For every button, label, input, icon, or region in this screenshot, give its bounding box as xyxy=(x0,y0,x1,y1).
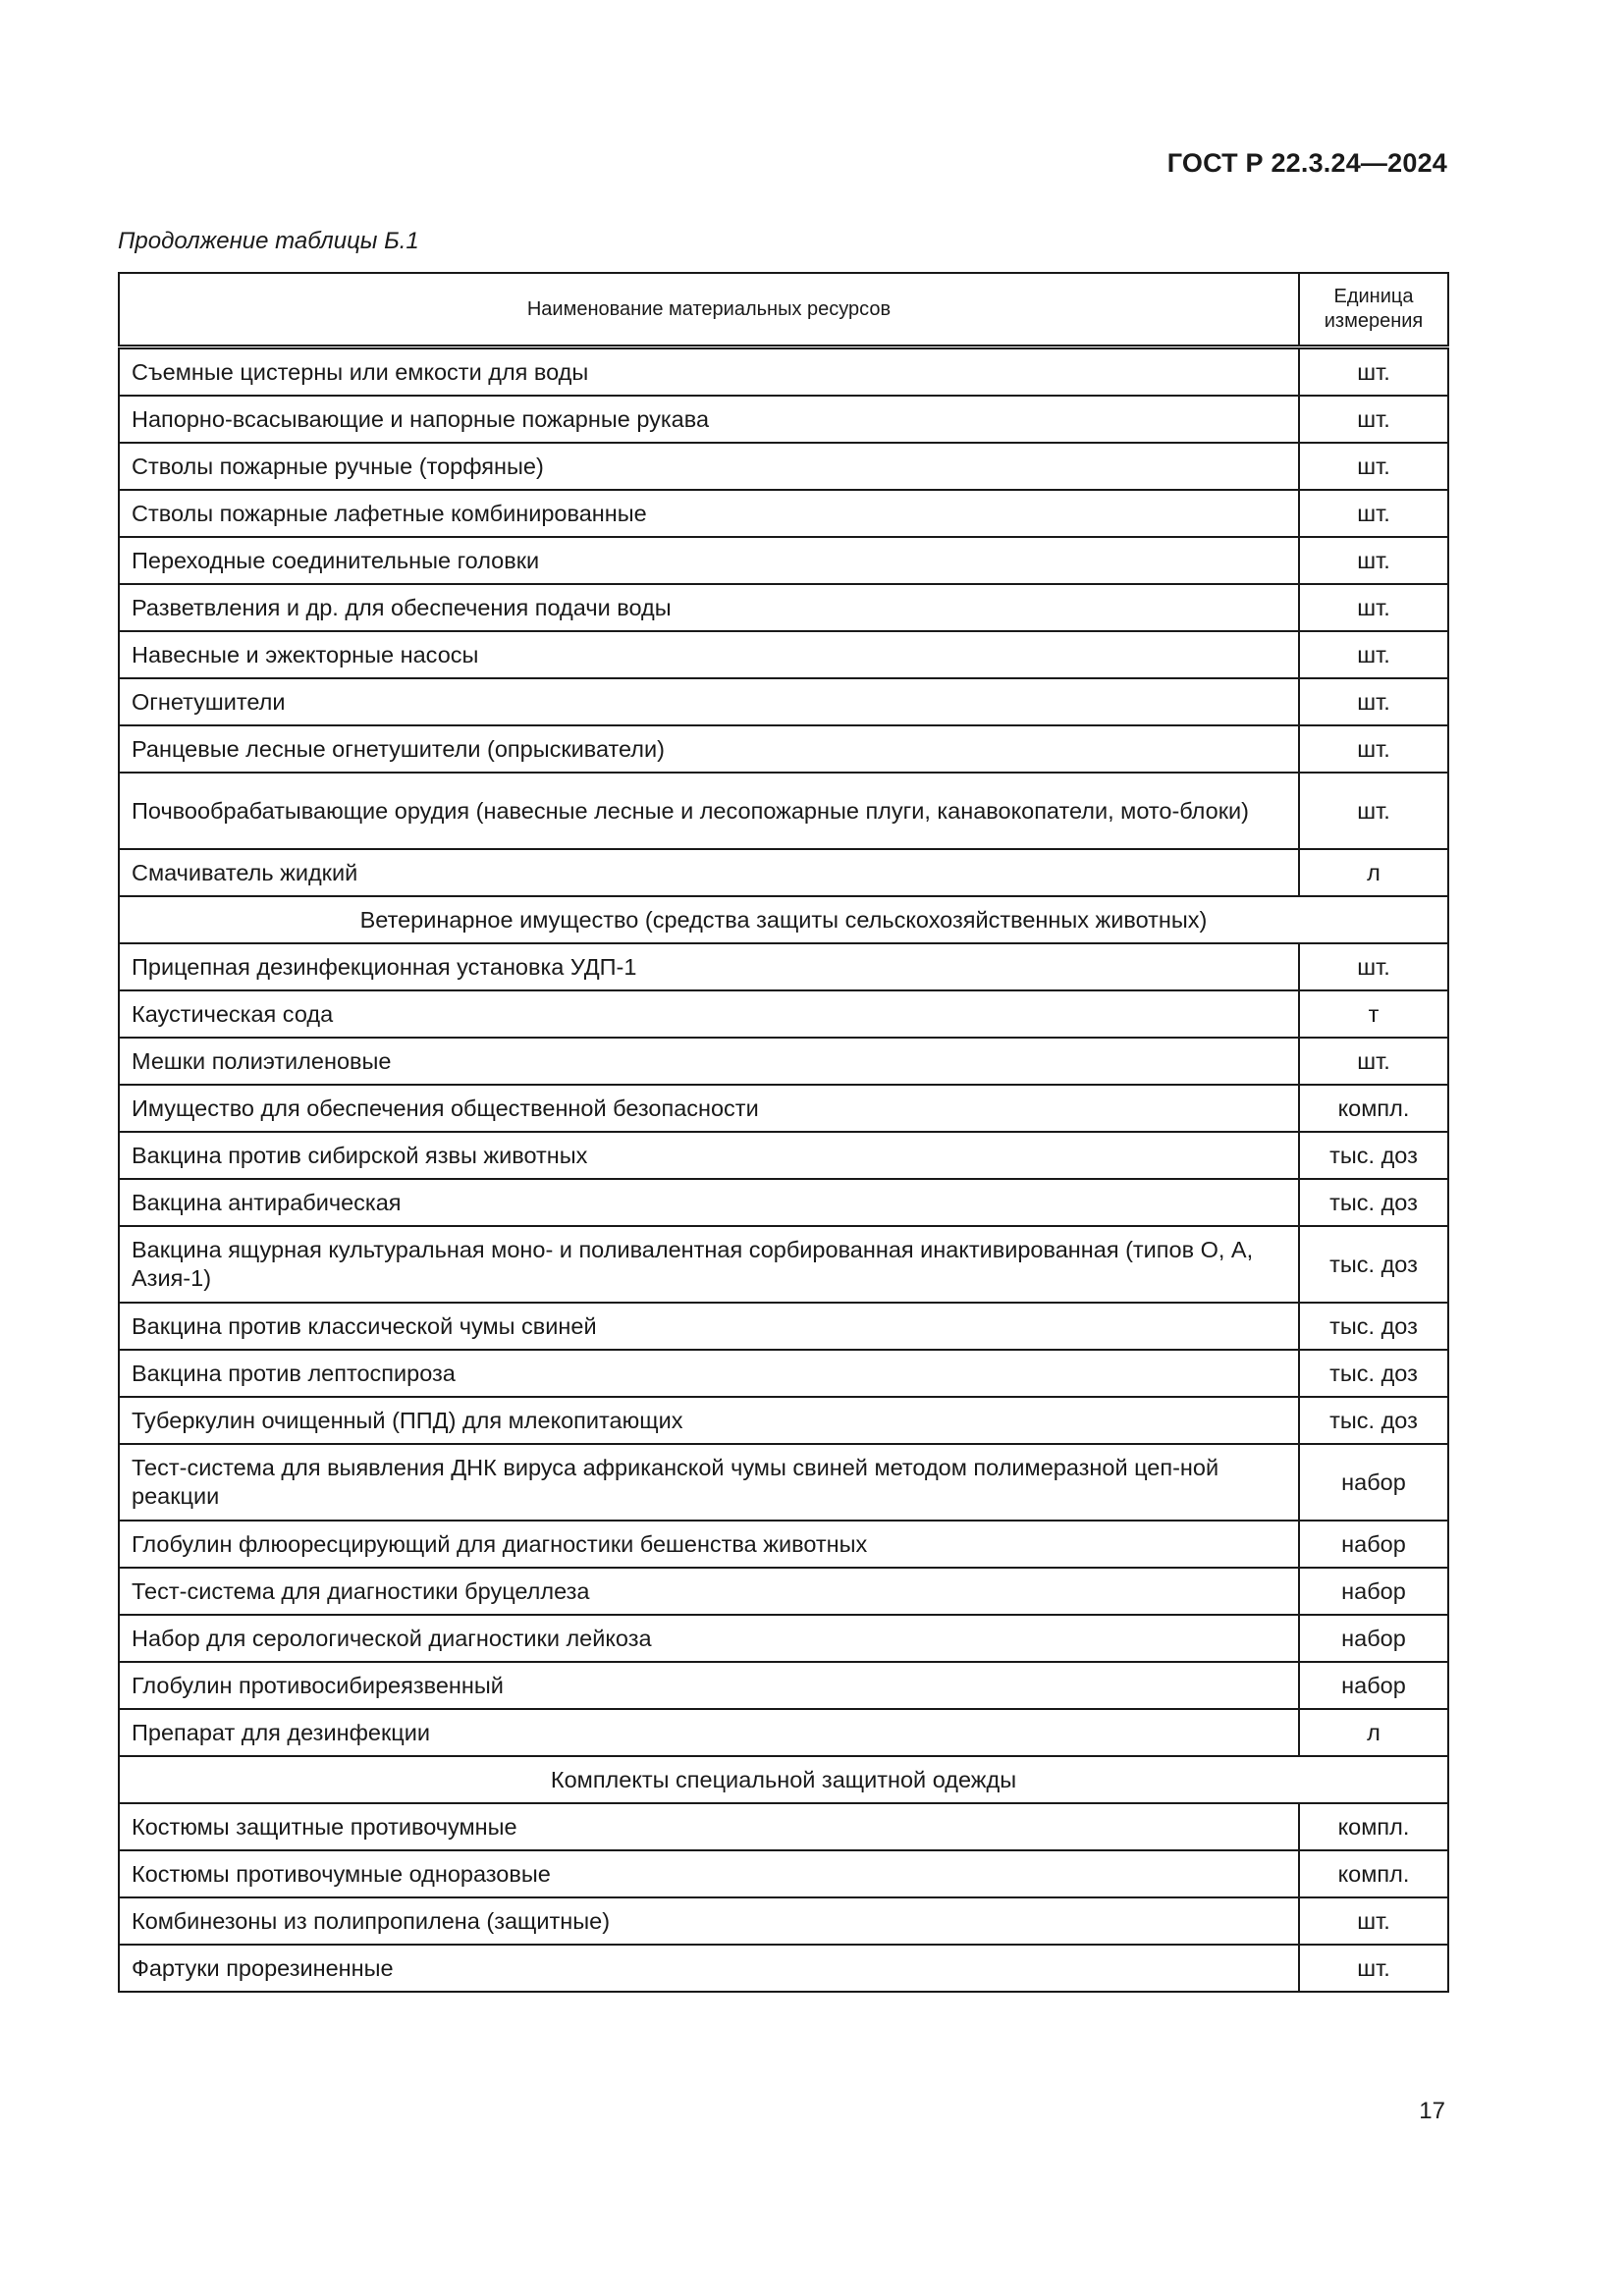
resource-name: Почвообрабатывающие орудия (навесные лесные и лесопожарные плуги, канавокопатели, мото-блоки) xyxy=(119,773,1299,849)
section-heading: Комплекты специальной защитной одежды xyxy=(119,1756,1448,1803)
resource-name: Разветвления и др. для обеспечения подачи воды xyxy=(119,584,1299,631)
table-row xyxy=(119,773,1448,849)
unit-of-measure: набор xyxy=(1299,1521,1448,1568)
table-row xyxy=(119,1709,1448,1756)
page-number: 17 xyxy=(1419,2098,1445,2124)
table-row xyxy=(119,1521,1448,1568)
unit-of-measure: шт. xyxy=(1299,631,1448,678)
table-row xyxy=(119,443,1448,490)
table-row xyxy=(119,1945,1448,1992)
unit-of-measure: шт. xyxy=(1299,1897,1448,1945)
resource-name: Переходные соединительные головки xyxy=(119,537,1299,584)
resource-name: Каустическая сода xyxy=(119,990,1299,1038)
table-row xyxy=(119,725,1448,773)
column-header-name: Наименование материальных ресурсов xyxy=(119,273,1299,347)
table-row xyxy=(119,1615,1448,1662)
table-row xyxy=(119,1085,1448,1132)
unit-of-measure: шт. xyxy=(1299,396,1448,443)
unit-of-measure: компл. xyxy=(1299,1850,1448,1897)
table-row xyxy=(119,678,1448,725)
table-row xyxy=(119,584,1448,631)
table-row xyxy=(119,1803,1448,1850)
resource-name: Имущество для обеспечения общественной безопасности xyxy=(119,1085,1299,1132)
resource-name: Комбинезоны из полипропилена (защитные) xyxy=(119,1897,1299,1945)
unit-of-measure: т xyxy=(1299,990,1448,1038)
resource-name: Вакцина ящурная культуральная моно- и поливалентная сорбированная инактивированная (типов О, А, Азия-1) xyxy=(119,1226,1299,1303)
resource-name: Стволы пожарные ручные (торфяные) xyxy=(119,443,1299,490)
unit-of-measure: шт. xyxy=(1299,943,1448,990)
unit-of-measure: тыс. доз xyxy=(1299,1132,1448,1179)
unit-of-measure: л xyxy=(1299,849,1448,896)
table-row xyxy=(119,537,1448,584)
unit-of-measure: тыс. доз xyxy=(1299,1350,1448,1397)
table-row xyxy=(119,1397,1448,1444)
materials-table xyxy=(118,272,1449,1993)
unit-of-measure: шт. xyxy=(1299,725,1448,773)
table-caption: Продолжение таблицы Б.1 xyxy=(118,228,419,254)
resource-name: Фартуки прорезиненные xyxy=(119,1945,1299,1992)
resource-name: Ранцевые лесные огнетушители (опрыскиватели) xyxy=(119,725,1299,773)
unit-of-measure: шт. xyxy=(1299,537,1448,584)
unit-of-measure: тыс. доз xyxy=(1299,1226,1448,1303)
unit-of-measure: компл. xyxy=(1299,1803,1448,1850)
resource-name: Глобулин противосибиреязвенный xyxy=(119,1662,1299,1709)
table-row xyxy=(119,1662,1448,1709)
resource-name: Навесные и эжекторные насосы xyxy=(119,631,1299,678)
resource-name: Огнетушители xyxy=(119,678,1299,725)
table-row xyxy=(119,1226,1448,1303)
resource-name: Тест-система для выявления ДНК вируса африканской чумы свиней методом полимеразной цеп-ной реакции xyxy=(119,1444,1299,1521)
unit-of-measure: набор xyxy=(1299,1662,1448,1709)
resource-name: Вакцина антирабическая xyxy=(119,1179,1299,1226)
table-row xyxy=(119,1179,1448,1226)
resource-name: Глобулин флюоресцирующий для диагностики бешенства животных xyxy=(119,1521,1299,1568)
section-row xyxy=(119,1756,1448,1803)
table-row xyxy=(119,990,1448,1038)
table-row xyxy=(119,1850,1448,1897)
resource-name: Прицепная дезинфекционная установка УДП-1 xyxy=(119,943,1299,990)
resource-name: Смачиватель жидкий xyxy=(119,849,1299,896)
column-header-unit: Единица измерения xyxy=(1299,273,1448,347)
unit-of-measure: л xyxy=(1299,1709,1448,1756)
unit-of-measure: набор xyxy=(1299,1615,1448,1662)
resource-name: Съемные цистерны или емкости для воды xyxy=(119,347,1299,397)
resource-name: Стволы пожарные лафетные комбинированные xyxy=(119,490,1299,537)
table-row xyxy=(119,943,1448,990)
table-row xyxy=(119,1303,1448,1350)
resource-name: Препарат для дезинфекции xyxy=(119,1709,1299,1756)
unit-of-measure: тыс. доз xyxy=(1299,1179,1448,1226)
table-row xyxy=(119,1568,1448,1615)
unit-of-measure: тыс. доз xyxy=(1299,1303,1448,1350)
unit-of-measure: шт. xyxy=(1299,490,1448,537)
resource-name: Костюмы защитные противочумные xyxy=(119,1803,1299,1850)
unit-of-measure: набор xyxy=(1299,1568,1448,1615)
table-row xyxy=(119,849,1448,896)
table-header-row xyxy=(119,273,1448,347)
unit-of-measure: шт. xyxy=(1299,1038,1448,1085)
resource-name: Вакцина против классической чумы свиней xyxy=(119,1303,1299,1350)
table-body xyxy=(119,347,1448,1993)
resource-name: Мешки полиэтиленовые xyxy=(119,1038,1299,1085)
resource-name: Набор для серологической диагностики лейкоза xyxy=(119,1615,1299,1662)
unit-of-measure: набор xyxy=(1299,1444,1448,1521)
unit-of-measure: шт. xyxy=(1299,1945,1448,1992)
unit-of-measure: шт. xyxy=(1299,443,1448,490)
table-row xyxy=(119,347,1448,397)
table-row xyxy=(119,396,1448,443)
table-row xyxy=(119,1897,1448,1945)
resource-name: Вакцина против лептоспироза xyxy=(119,1350,1299,1397)
table-row xyxy=(119,1132,1448,1179)
section-row xyxy=(119,896,1448,943)
table-row xyxy=(119,1444,1448,1521)
table-row xyxy=(119,1038,1448,1085)
resource-name: Напорно-всасывающие и напорные пожарные рукава xyxy=(119,396,1299,443)
resource-name: Костюмы противочумные одноразовые xyxy=(119,1850,1299,1897)
resource-name: Туберкулин очищенный (ППД) для млекопитающих xyxy=(119,1397,1299,1444)
resource-name: Вакцина против сибирской язвы животных xyxy=(119,1132,1299,1179)
table-row xyxy=(119,1350,1448,1397)
unit-of-measure: шт. xyxy=(1299,584,1448,631)
resource-name: Тест-система для диагностики бруцеллеза xyxy=(119,1568,1299,1615)
section-heading: Ветеринарное имущество (средства защиты сельскохозяйственных животных) xyxy=(119,896,1448,943)
table-row xyxy=(119,490,1448,537)
unit-of-measure: шт. xyxy=(1299,347,1448,397)
unit-of-measure: шт. xyxy=(1299,678,1448,725)
unit-of-measure: шт. xyxy=(1299,773,1448,849)
unit-of-measure: компл. xyxy=(1299,1085,1448,1132)
table-row xyxy=(119,631,1448,678)
document-code: ГОСТ Р 22.3.24—2024 xyxy=(1166,148,1447,178)
unit-of-measure: тыс. доз xyxy=(1299,1397,1448,1444)
